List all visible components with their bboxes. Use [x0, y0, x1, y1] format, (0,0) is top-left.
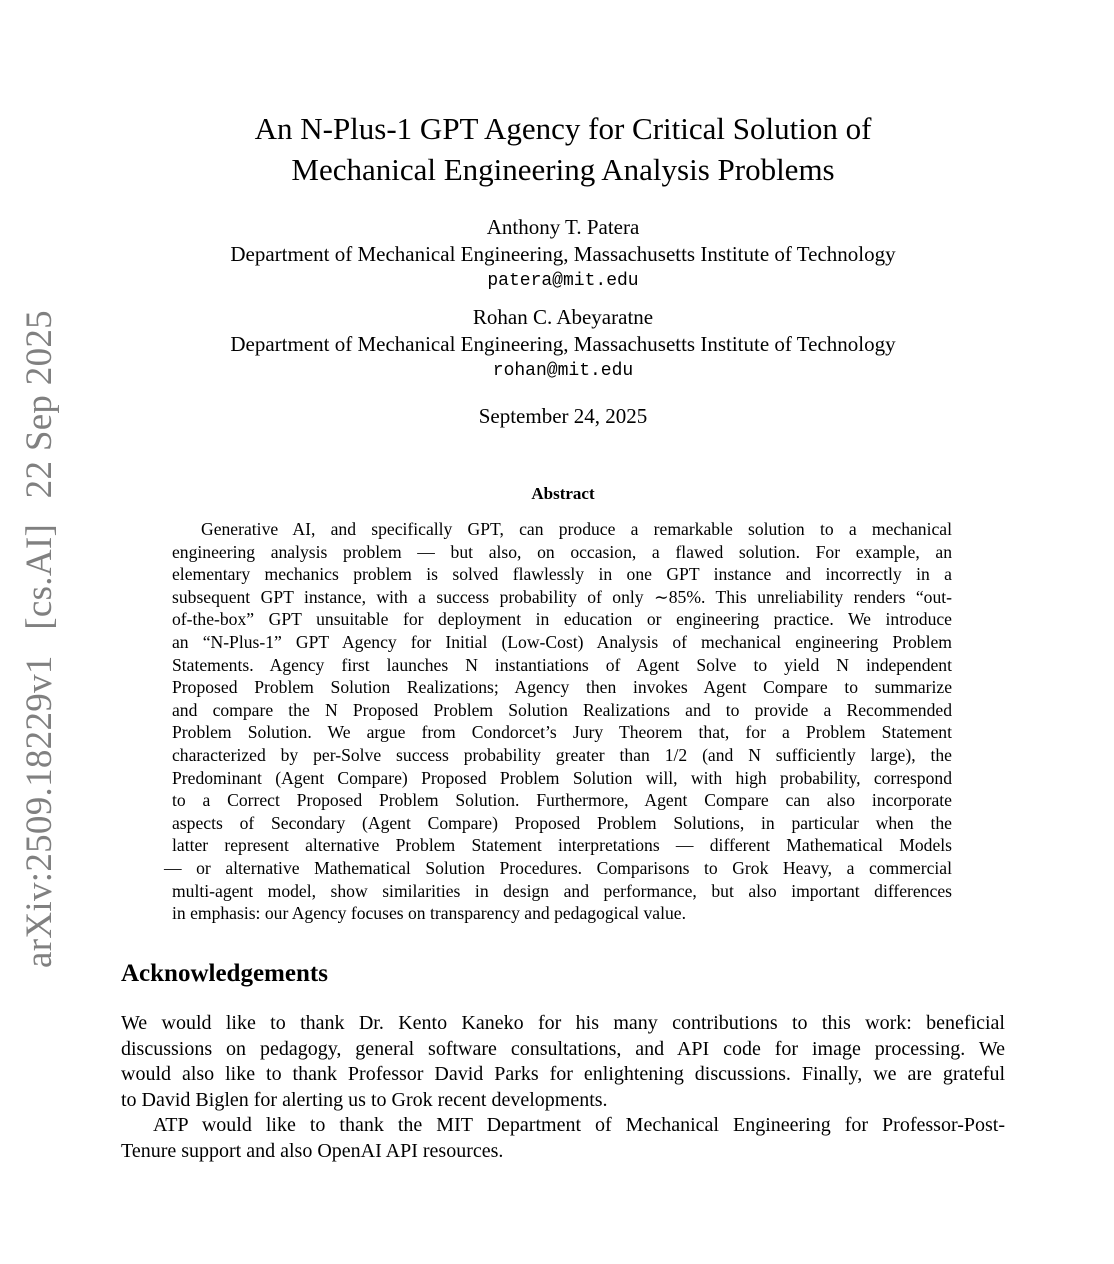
author-affiliation: Department of Mechanical Engineering, Massachusetts Institute of Technology [230, 242, 896, 266]
abstract-line: Generative AI, and specifically GPT, can produce a remarkable solution to a mechanical [201, 519, 952, 539]
ack-line: would also like to thank Professor David Parks for enlightening discussions. Finally, we are grateful [121, 1063, 1005, 1085]
abstract-line: aspects of Secondary (Agent Compare) Proposed Problem Solutions, in particular when the [172, 812, 952, 833]
abstract-line: characterized by per-Solve success probability greater than 1/2 (and N sufficiently large), the [172, 744, 952, 765]
paper-date: September 24, 2025 [478, 404, 648, 428]
title-line-1: An N-Plus-1 GPT Agency for Critical Solution of [254, 111, 872, 146]
ack-line: We would like to thank Dr. Kento Kaneko for his many contributions to this work: beneficial [121, 1012, 1005, 1034]
title-line-2: Mechanical Engineering Analysis Problems [291, 152, 835, 187]
abstract-line: Proposed Problem Solution Realizations; Agency then invokes Agent Compare to summarize [172, 677, 952, 698]
author-name: Anthony T. Patera [486, 215, 640, 239]
abstract-line: engineering analysis problem — but also, on occasion, a flawed solution. For example, an [172, 541, 952, 562]
abstract-heading: Abstract [531, 484, 595, 503]
abstract-line: subsequent GPT instance, with a success probability of only ∼85%. This unreliability renders “out- [172, 586, 952, 607]
arxiv-date: 22 Sep 2025 [19, 310, 60, 499]
abstract-line: and compare the N Proposed Problem Solution Realizations and to provide a Recommended [172, 699, 952, 720]
abstract-body [164, 518, 952, 925]
paper-title [0, 108, 1114, 190]
abstract-line: of-the-box” GPT unsuitable for deployment in education or engineering practice. We introduce [172, 609, 952, 630]
abstract-line: latter represent alternative Problem Statement interpretations — different Mathematical Models [172, 835, 952, 856]
abstract-line: Predominant (Agent Compare) Proposed Problem Solution will, with high probability, correspond [172, 767, 952, 788]
acknowledgements-body [121, 1011, 1005, 1164]
author-affiliation: Department of Mechanical Engineering, Massachusetts Institute of Technology [230, 332, 896, 356]
abstract-line: Statements. Agency first launches N instantiations of Agent Solve to yield N independent [172, 654, 952, 675]
author-name: Rohan C. Abeyaratne [472, 305, 654, 329]
author-email[interactable]: patera@mit.edu [487, 271, 639, 291]
ack-line: Tenure support and also OpenAI API resources. [121, 1139, 504, 1162]
author-block-1 [0, 214, 1114, 295]
abstract-line: — or alternative Mathematical Solution Procedures. Comparisons to Grok Heavy, a commercial [164, 857, 952, 878]
abstract-line: elementary mechanics problem is solved flawlessly in one GPT instance and incorrectly in a [172, 564, 952, 585]
abstract-line: an “N-Plus-1” GPT Agency for Initial (Low-Cost) Analysis of mechanical engineering Problem [172, 631, 952, 652]
abstract-line: to a Correct Proposed Problem Solution. Furthermore, Agent Compare can also incorporate [172, 790, 952, 811]
abstract-line: Problem Solution. We argue from Condorcet’s Jury Theorem that, for a Problem Statement [172, 722, 952, 743]
author-email[interactable]: rohan@mit.edu [492, 361, 634, 381]
ack-line: to David Biglen for alerting us to Grok recent developments. [121, 1088, 608, 1111]
arxiv-category: [cs.AI] [19, 523, 60, 630]
acknowledgements-heading: Acknowledgements [121, 960, 328, 987]
ack-line: ATP would like to thank the MIT Department of Mechanical Engineering for Professor-Post- [153, 1114, 1005, 1136]
abstract-line: multi-agent model, show similarities in design and performance, but also important differences [172, 880, 952, 901]
author-block-2 [0, 304, 1114, 385]
arxiv-identifier-stamp [18, 294, 61, 968]
arxiv-id: arXiv:2509.18229v1 [19, 655, 60, 968]
abstract-line: in emphasis: our Agency focuses on transparency and pedagogical value. [172, 903, 686, 924]
ack-line: discussions on pedagogy, general software consultations, and API code for image processing. We [121, 1037, 1005, 1060]
